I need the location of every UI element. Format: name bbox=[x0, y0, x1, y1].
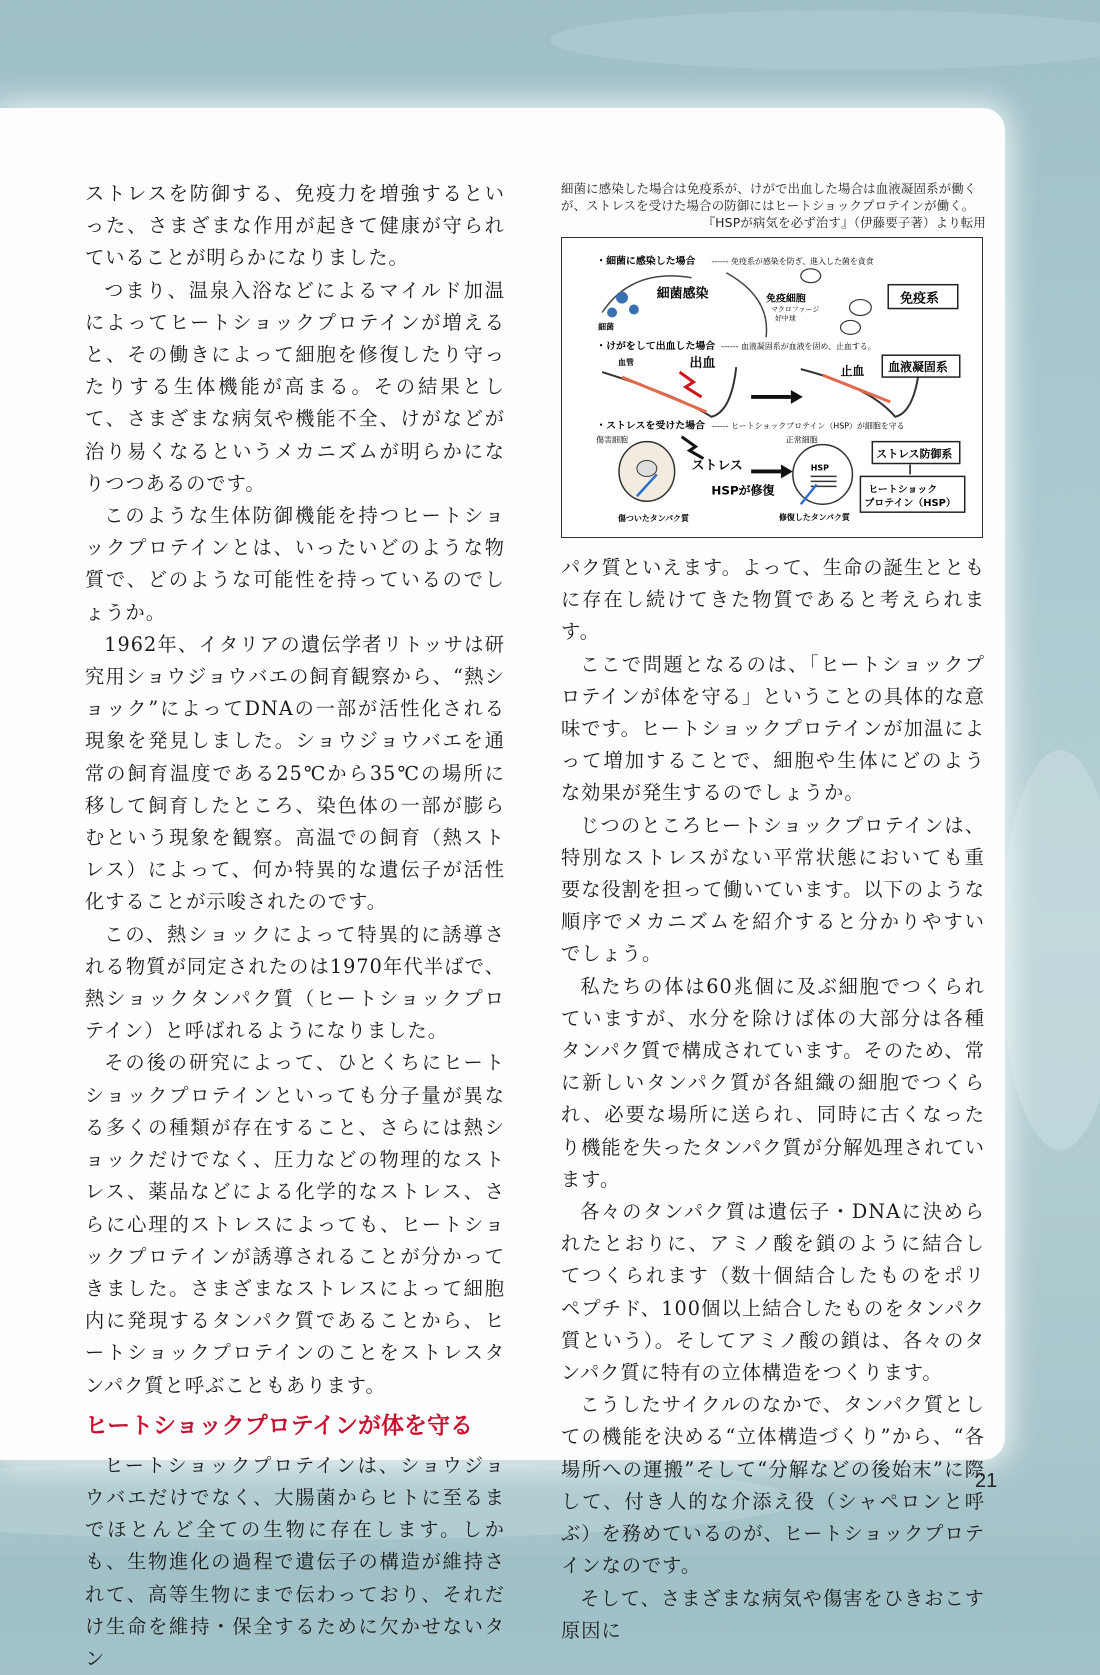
row2-system: 血液凝固系 bbox=[888, 360, 948, 375]
immune-cell-icon bbox=[841, 320, 861, 334]
skin-line bbox=[726, 273, 766, 338]
immune-cell-icon bbox=[801, 269, 821, 283]
figure-caption bbox=[561, 180, 986, 231]
row1-cell1: 免疫細胞 bbox=[766, 293, 806, 305]
right-column bbox=[561, 552, 985, 1647]
row3-desc: ------ ヒートショックプロテイン（HSP）が細胞を守る bbox=[711, 421, 905, 431]
row2-bleed: 出血 bbox=[689, 356, 716, 372]
page-number: 21 bbox=[975, 1470, 998, 1492]
row3-normal: 正常細胞 bbox=[785, 435, 818, 445]
normal-cell-icon bbox=[793, 445, 853, 505]
arrow-head-icon bbox=[791, 390, 803, 404]
row3-fixed-protein: 修復したタンパク質 bbox=[778, 513, 850, 523]
row1-label: 細菌感染 bbox=[656, 286, 709, 302]
row3-hurt-protein: 傷ついたタンパク質 bbox=[618, 514, 689, 524]
row1-cell3: 好中球 bbox=[774, 314, 796, 323]
row3-system: ストレス防御系 bbox=[876, 447, 953, 461]
paragraph: 各々のタンパク質は遺伝子・DNAに決められたとおりに、アミノ酸を鎖のように結合してつくられます（数十個結合したものをポリペプチド、100個以上結合したものをタンパク質という）。そしてアミノ酸の鎖は、各々のタンパク質に特有の立体構造をつくります。 bbox=[561, 1200, 985, 1385]
row3-hsp-box2: プロテイン（HSP） bbox=[864, 498, 956, 510]
paragraph: 1962年、イタリアの遺伝学者リトッサは研究用ショウジョウバエの飼育観察から、“熱ショック”によってDNAの一部が活性化される現象を発見しました。ショウジョウバエを通常の飼育温度である25℃から35℃の場所に移して飼育したところ、染色体の一部が膨らむという現象を観察。高温での飼育（熱ストレス）によって、何か特異的な遺伝子が活性化することが示唆されたのです。 bbox=[85, 632, 505, 914]
row3-repair: HSPが修復 bbox=[711, 483, 775, 498]
section-heading: ヒートショックプロテインが体を守る bbox=[85, 1412, 474, 1439]
germ-icon bbox=[607, 308, 617, 318]
row2-title: ・けがをして出血した場合 bbox=[596, 341, 716, 353]
row3-stress: ストレス bbox=[691, 458, 743, 474]
row1-germ: 細菌 bbox=[598, 322, 615, 332]
lightning-icon bbox=[680, 372, 702, 397]
row1-desc: ------ 免疫系が感染を防ぎ、進入した菌を貪食 bbox=[711, 256, 874, 266]
paragraph: そして、さまざまな病気や傷害をひきおこす原因に bbox=[561, 1586, 985, 1642]
paragraph: ヒートショックプロテインは、ショウジョウバエだけでなく、大腸菌からヒトに至るまでほとんど全ての生物に存在します。しかも、生物進化の過程で遺伝子の構造が維持されて、高等生物にまで伝わっており、それだけ生命を維持・保全するために欠かせないタン bbox=[85, 1453, 505, 1670]
paragraph: このような生体防御機能を持つヒートショックプロテインとは、いったいどのような物質で、どのような可能性を持っているのでしょうか。 bbox=[85, 504, 505, 624]
row1-system: 免疫系 bbox=[900, 291, 939, 307]
row1-title: ・細菌に感染した場合 bbox=[596, 255, 696, 267]
row2-vessel: 血管 bbox=[618, 358, 634, 368]
germ-icon bbox=[629, 305, 639, 315]
paragraph: ストレスを防御する、免疫力を増強するといった、さまざまな作用が起きて健康が守られていることが明らかになりました。 bbox=[85, 182, 505, 270]
row3-hsp-box1: ヒートショック bbox=[868, 484, 938, 496]
lightning-icon bbox=[682, 437, 704, 459]
paragraph: その後の研究によって、ひとくちにヒートショックプロテインといっても分子量が異なる多くの種類が存在すること、さらには熱ショックだけでなく、圧力などの物理的なストレス、薬品などによる化学的なストレス、さらに心理的ストレスによっても、ヒートショックプロテインが誘導されることが分かってきました。さまざまなストレスによって細胞内に発現するタンパク質であることから、ヒートショックプロテインのことをストレスタンパク質と呼ぶこともあります。 bbox=[85, 1051, 505, 1397]
row3-damaged: 傷害細胞 bbox=[596, 435, 628, 445]
arrow-head-icon bbox=[781, 464, 793, 478]
row2-desc: ------ 血液凝固系が血液を固め、止血する。 bbox=[721, 342, 876, 352]
caption-text: 細菌に感染した場合は免疫系が、けがで出血した場合は血液凝固系が働くが、ストレスを受けた場合の防御にはヒートショックプロテインが働く。 bbox=[561, 181, 977, 213]
germ-icon bbox=[616, 292, 628, 304]
left-column bbox=[85, 178, 505, 1675]
defense-diagram bbox=[561, 237, 983, 538]
paragraph: つまり、温泉入浴などによるマイルド加温によってヒートショックプロテインが増えると、その働きによって細胞を修復したり守ったりする生体機能が高まる。その結果として、さまざまな病気や機能不全、けがなどが治り易くなるというメカニズムが明らかになりつつあるのです。 bbox=[85, 278, 505, 495]
immune-cell-icon bbox=[849, 300, 871, 316]
paragraph: ここで問題となるのは、「ヒートショックプロテインが体を守る」ということの具体的な意味です。ヒートショックプロテインが加温によって増加することで、細胞や生体にどのような効果が発生するのでしょうか。 bbox=[561, 652, 985, 805]
row3-title: ・ストレスを受けた場合 bbox=[596, 420, 706, 432]
paragraph: じつのところヒートショックプロテインは、特別なストレスがない平常状態においても重要な役割を担って働いています。以下のような順序でメカニズムを紹介すると分かりやすいでしょう。 bbox=[561, 813, 985, 966]
paragraph: この、熱ショックによって特異的に誘導される物質が同定されたのは1970年代半ばで、熱ショックタンパク質（ヒートショックプロテイン）と呼ばれるようになりました。 bbox=[85, 922, 505, 1043]
blood-line bbox=[823, 375, 891, 402]
paragraph: パク質といえます。よって、生命の誕生とともに存在し続けてきた物質であると考えられます。 bbox=[561, 556, 985, 644]
row2-stop: 止血 bbox=[840, 364, 865, 379]
vessel-line bbox=[602, 367, 736, 417]
row3-hsp: HSP bbox=[810, 463, 829, 473]
nucleus-icon bbox=[637, 461, 657, 477]
row1-cell2: マクロファージ bbox=[771, 305, 820, 314]
diagram-svg bbox=[562, 238, 982, 537]
paragraph: 私たちの体は60兆個に及ぶ細胞でつくられていますが、水分を除けば体の大部分は各種タンパク質で構成されています。そのため、常に新しいタンパク質が各組織の細胞でつくられ、必要な場所に送られ、同時に古くなったり機能を失ったタンパク質が分解処理されています。 bbox=[561, 974, 985, 1191]
paragraph: こうしたサイクルのなかで、タンパク質としての機能を決める“立体構造づくり”から、“各場所への運搬”そして“分解などの後始末”に際して、付き人的な介添え役（シャペロンと呼ぶ）を務めているのが、ヒートショックプロテインなのです。 bbox=[561, 1393, 985, 1578]
caption-source: 『HSPが病気を必ず治す』（伊藤要子著）より転用 bbox=[702, 215, 986, 230]
